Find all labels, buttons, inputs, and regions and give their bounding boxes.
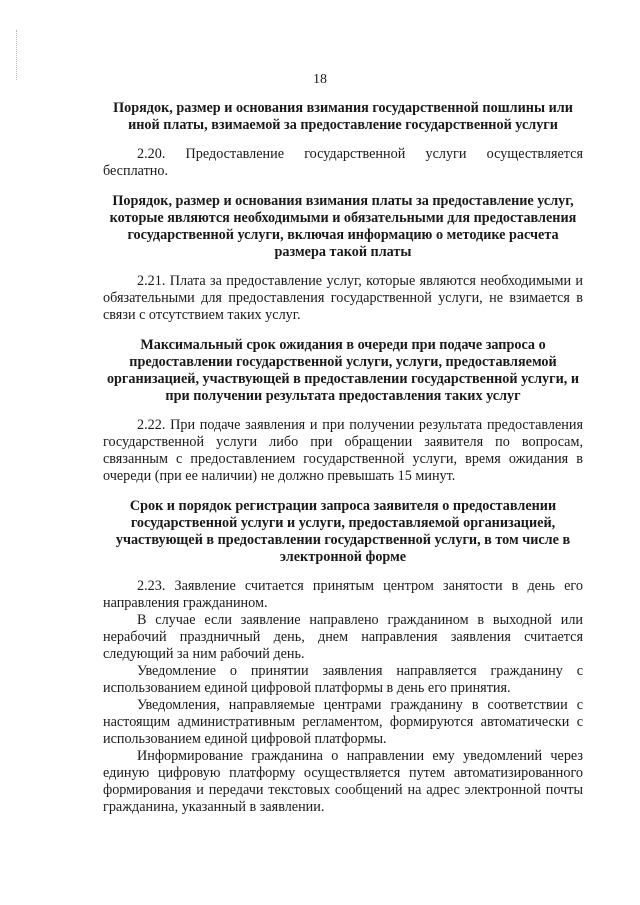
section-heading-waiting-time: Максимальный срок ожидания в очереди при подаче запроса о предоставлении государственной услуги, услуги, предоставляемой организацией, участвующей в предоставлении государственной услуги, и при получении результата предоставления таких услуг <box>106 337 580 404</box>
paragraph-automatic-notices: Уведомления, направляемые центрами гражданину в соответствии с настоящим административным регламентом, формируются автоматически с использованием единой цифровой платформы. <box>103 697 583 747</box>
paragraph-acceptance-notice: Уведомление о принятии заявления направляется гражданину с использованием единой цифровой платформы в день его принятия. <box>103 663 583 696</box>
section-heading-registration: Срок и порядок регистрации запроса заявителя о предоставлении государственной услуги и услуги, предоставляемой организацией, участвующей в предоставлении государственной услуги, в том числе в электронной форме <box>115 498 571 565</box>
paragraph-email-informing: Информирование гражданина о направлении ему уведомлений через единую цифровую платформу осуществляется путем автоматизированного формирования и передачи текстовых сообщений на адрес электронной почты гражданина, указанный в заявлении. <box>103 748 583 815</box>
paragraph-2-20: 2.20. Предоставление государственной услуги осуществляется бесплатно. <box>103 146 583 179</box>
paragraph-2-21: 2.21. Плата за предоставление услуг, которые являются необходимыми и обязательными для предоставления государственной услуги, не взимается в связи с отсутствием таких услуг. <box>103 273 583 323</box>
document-body <box>103 100 583 816</box>
page-number: 18 <box>313 72 327 87</box>
paragraph-2-22: 2.22. При подаче заявления и при получении результата предоставления государственной услуги либо при обращении заявителя по вопросам, связанным с предоставлением государственной услуги, время ожидания в очереди (при ее наличии) не должно превышать 15 минут. <box>103 417 583 484</box>
paragraph-weekend-submission: В случае если заявление направлено гражданином в выходной или нерабочий праздничный день, днем направления заявления считается следующий за ним рабочий день. <box>103 612 583 662</box>
paragraph-2-23: 2.23. Заявление считается принятым центром занятости в день его направления гражданином. <box>103 578 583 611</box>
section-heading-fee: Порядок, размер и основания взимания государственной пошлины или иной платы, взимаемой за предоставление государственной услуги <box>113 100 573 133</box>
section-heading-related-services-fee: Порядок, размер и основания взимания платы за предоставление услуг, которые являются необходимыми и обязательными для предоставления государственной услуги, включая информацию о методике расчета размера такой платы <box>109 193 577 260</box>
